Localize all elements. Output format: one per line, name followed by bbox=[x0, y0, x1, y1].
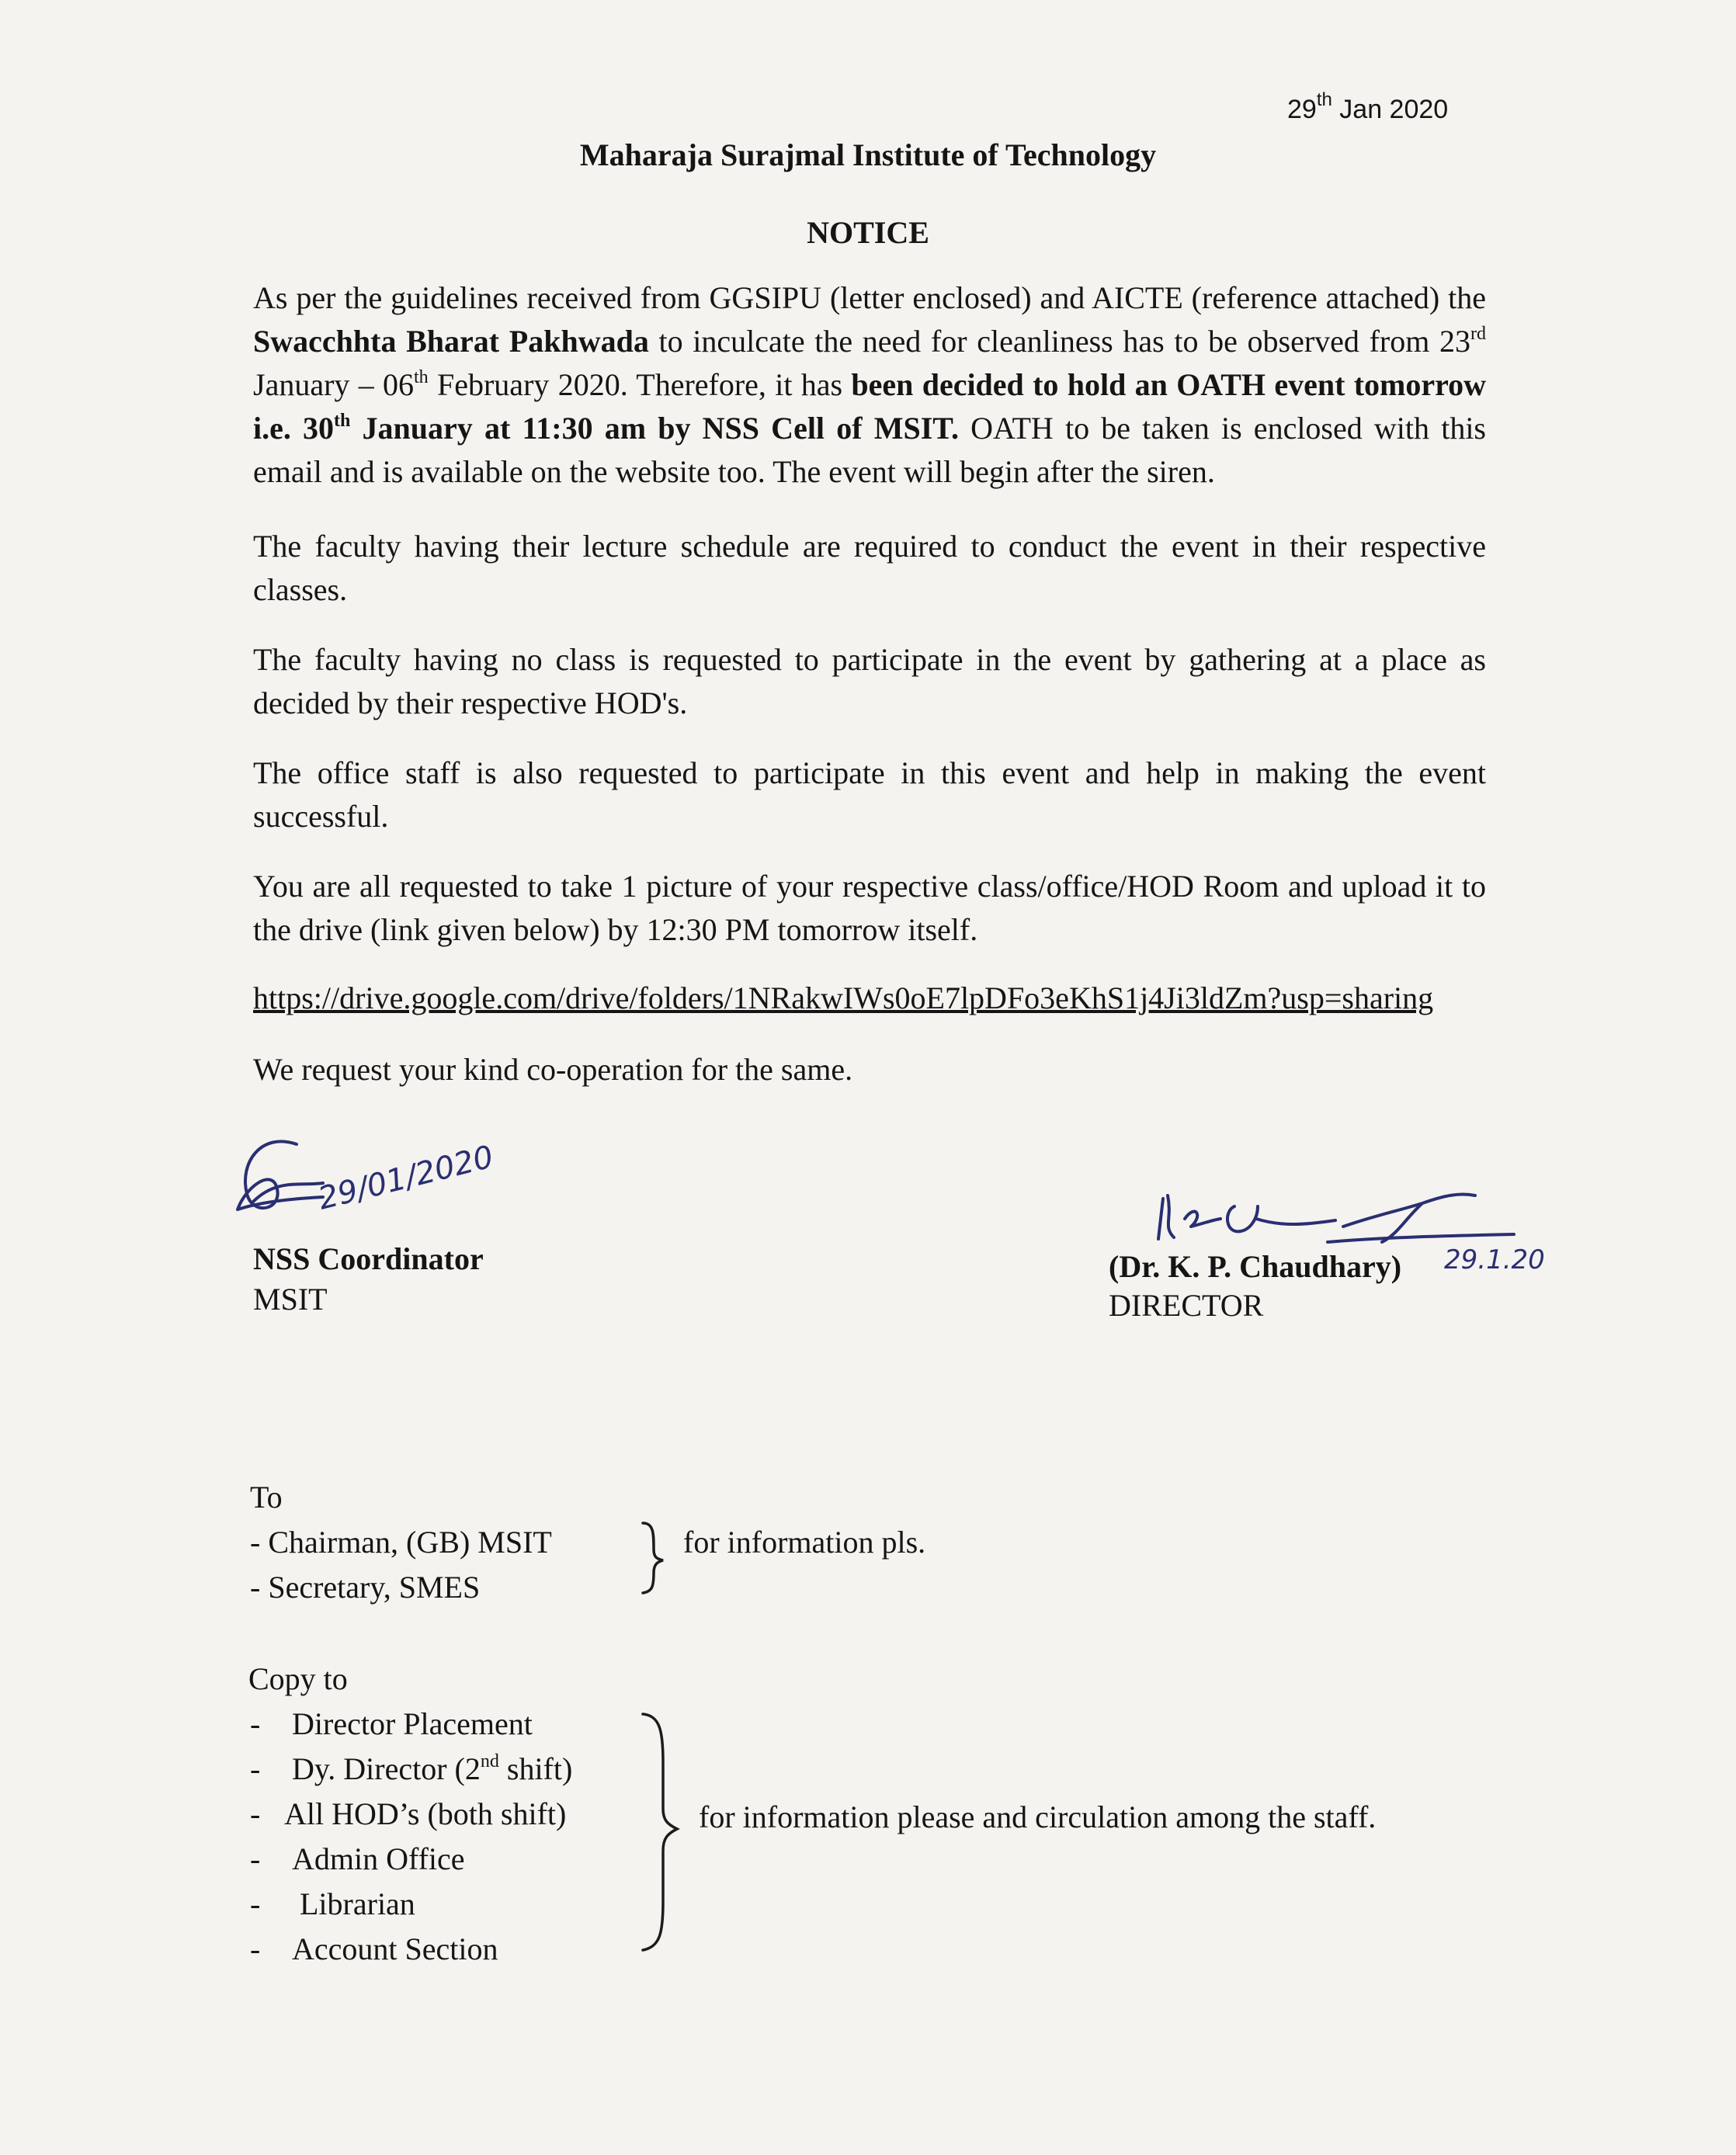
copy-dash: - bbox=[250, 1796, 261, 1831]
copy-dash: - bbox=[250, 1931, 261, 1966]
copy-to-label: Copy to bbox=[248, 1661, 348, 1696]
svg-text:29.1.20: 29.1.20 bbox=[1444, 1244, 1545, 1275]
paragraph-5: You are all requested to take 1 picture of your respective class/office/HOD Room and upload it to the drive (link given below) by 12:30 PM tomorrow itself. bbox=[253, 869, 1486, 947]
director-name: (Dr. K. P. Chaudhary) bbox=[1109, 1249, 1402, 1284]
to-item: - Secretary, SMES bbox=[250, 1570, 481, 1605]
institute-name: Maharaja Surajmal Institute of Technology bbox=[579, 137, 1157, 172]
notice-heading: NOTICE bbox=[807, 215, 929, 250]
to-brace-icon bbox=[637, 1518, 668, 1596]
drive-link[interactable]: https://drive.google.com/drive/folders/1NRakwIWs0oE7lpDFo3eKhS1j4Ji3ldZm?usp=sharing bbox=[253, 980, 1434, 1015]
copy-item: Librarian bbox=[300, 1886, 415, 1921]
copy-brace-icon bbox=[637, 1708, 683, 1956]
paragraph-4: The office staff is also requested to participate in this event and help in making the event successful. bbox=[253, 755, 1486, 834]
svg-text:29/01/2020: 29/01/2020 bbox=[314, 1139, 498, 1217]
director-sign-date bbox=[1441, 1237, 1581, 1284]
director-title: DIRECTOR bbox=[1109, 1288, 1264, 1323]
copy-item: Director Placement bbox=[292, 1706, 533, 1741]
nss-coordinator-title: NSS Coordinator bbox=[253, 1241, 484, 1276]
paragraph-2: The faculty having their lecture schedule are required to conduct the event in their respective classes. bbox=[253, 529, 1486, 607]
to-note: for information pls. bbox=[683, 1525, 926, 1560]
copy-item: Account Section bbox=[292, 1931, 498, 1966]
notice-date: 29th Jan 2020 bbox=[1287, 89, 1449, 124]
closing-line: We request your kind co-operation for the same. bbox=[253, 1052, 853, 1087]
to-item: - Chairman, (GB) MSIT bbox=[250, 1525, 552, 1560]
copy-dash: - bbox=[250, 1886, 261, 1921]
paragraph-3: The faculty having no class is requested to participate in the event by gathering at a place as decided by their respective HOD's. bbox=[253, 642, 1486, 720]
paragraph-1: As per the guidelines received from GGSIPU (letter enclosed) and AICTE (reference attached) the Swacchhta Bharat Pakhwada to inculcate the need for cleanliness has to be observed from 23rd January – 06th February 2020. Therefore, it has been decided to hold an OATH event tomorrow i.e. 30th January at 11:30 am by NSS Cell of MSIT. OATH to be taken is enclosed with this email and is available on the website too. The event will begin after the siren. bbox=[253, 280, 1487, 489]
copy-dash: - bbox=[250, 1706, 261, 1741]
nss-coordinator-signature bbox=[230, 1132, 498, 1248]
to-label: To bbox=[250, 1480, 283, 1515]
copy-dash: - bbox=[250, 1751, 261, 1786]
copy-dash: - bbox=[250, 1841, 261, 1876]
copy-item: Dy. Director (2nd shift) bbox=[292, 1751, 573, 1786]
nss-coordinator-org: MSIT bbox=[253, 1282, 328, 1317]
copy-note: for information please and circulation among the staff. bbox=[699, 1799, 1377, 1834]
copy-item: Admin Office bbox=[292, 1841, 465, 1876]
copy-item: All HOD’s (both shift) bbox=[284, 1796, 567, 1831]
